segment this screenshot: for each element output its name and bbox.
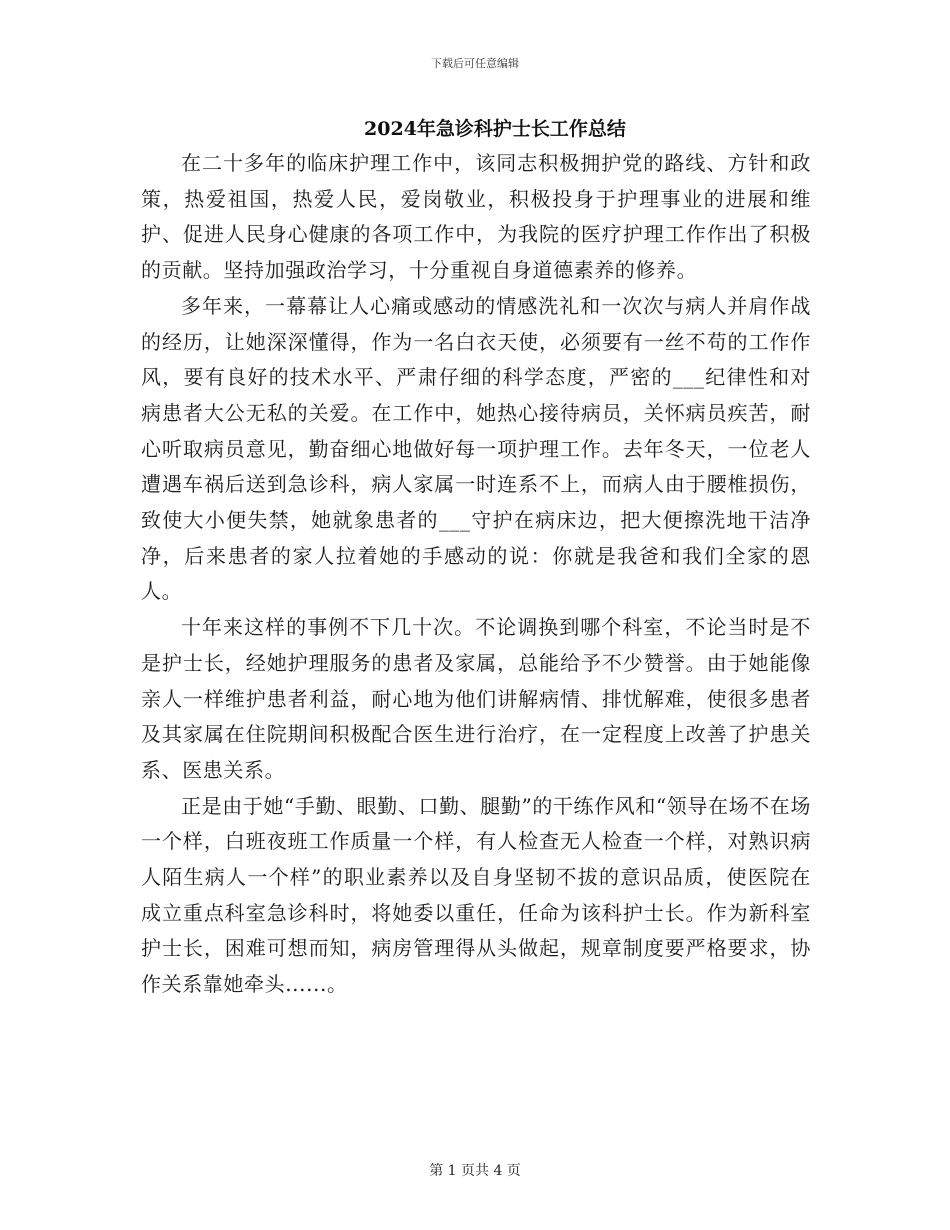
paragraph-2: 多年来，一幕幕让人心痛或感动的情感洗礼和一次次与病人并肩作战的经历，让她深深懂得，作为一名白衣天使，必须要有一丝不苟的工作作风，要有良好的技术水平、严肃仔细的科学态度，严密的___纪律性和对病患者大公无私的关爱。在工作中，她热心接待病员，关怀病员疾苦，耐心听取病员意见，勤奋细心地做好每一项护理工作。去年冬天，一位老人遭遇车祸后送到急诊科，病人家属一时连系不上，而病人由于腰椎损伤，致使大小便失禁，她就象患者的___守护在病床边，把大便擦洗地干洁净净，后来患者的家人拉着她的手感动的说：你就是我爸和我们全家的恩人。 bbox=[141, 293, 811, 604]
header-note: 下载后可任意编辑 bbox=[431, 57, 519, 70]
paragraph-4: 正是由于她“手勤、眼勤、口勤、腿勤”的干练作风和“领导在场不在场一个样，白班夜班工作质量一个样，有人检查无人检查一个样，对熟识病人陌生病人一个样”的职业素养以及自身坚韧不拔的意识品质，使医院在成立重点科室急诊科时，将她委以重任，任命为该科护士长。作为新科室护士长，困难可想而知，病房管理得从头做起，规章制度要严格要求，协作关系靠她牵头......。 bbox=[141, 793, 811, 997]
document-body bbox=[141, 146, 811, 1003]
document-title: 2024年急诊科护士长工作总结 bbox=[364, 118, 626, 140]
paragraph-3: 十年来这样的事例不下几十次。不论调换到哪个科室，不论当时是不是护士长，经她护理服务的患者及家属，总能给予不少赞誉。由于她能像亲人一样维护患者利益，耐心地为他们讲解病情、排忧解难，使很多患者及其家属在住院期间积极配合医生进行治疗，在一定程度上改善了护患关系、医患关系。 bbox=[141, 615, 811, 782]
paragraph-1: 在二十多年的临床护理工作中，该同志积极拥护党的路线、方针和政策，热爱祖国，热爱人民，爱岗敬业，积极投身于护理事业的进展和维护、促进人民身心健康的各项工作中，为我院的医疗护理工作作出了积极的贡献。坚持加强政治学习，十分重视自身道德素养的修养。 bbox=[141, 151, 811, 283]
page-number: 第 1 页共 4 页 bbox=[429, 1163, 521, 1179]
